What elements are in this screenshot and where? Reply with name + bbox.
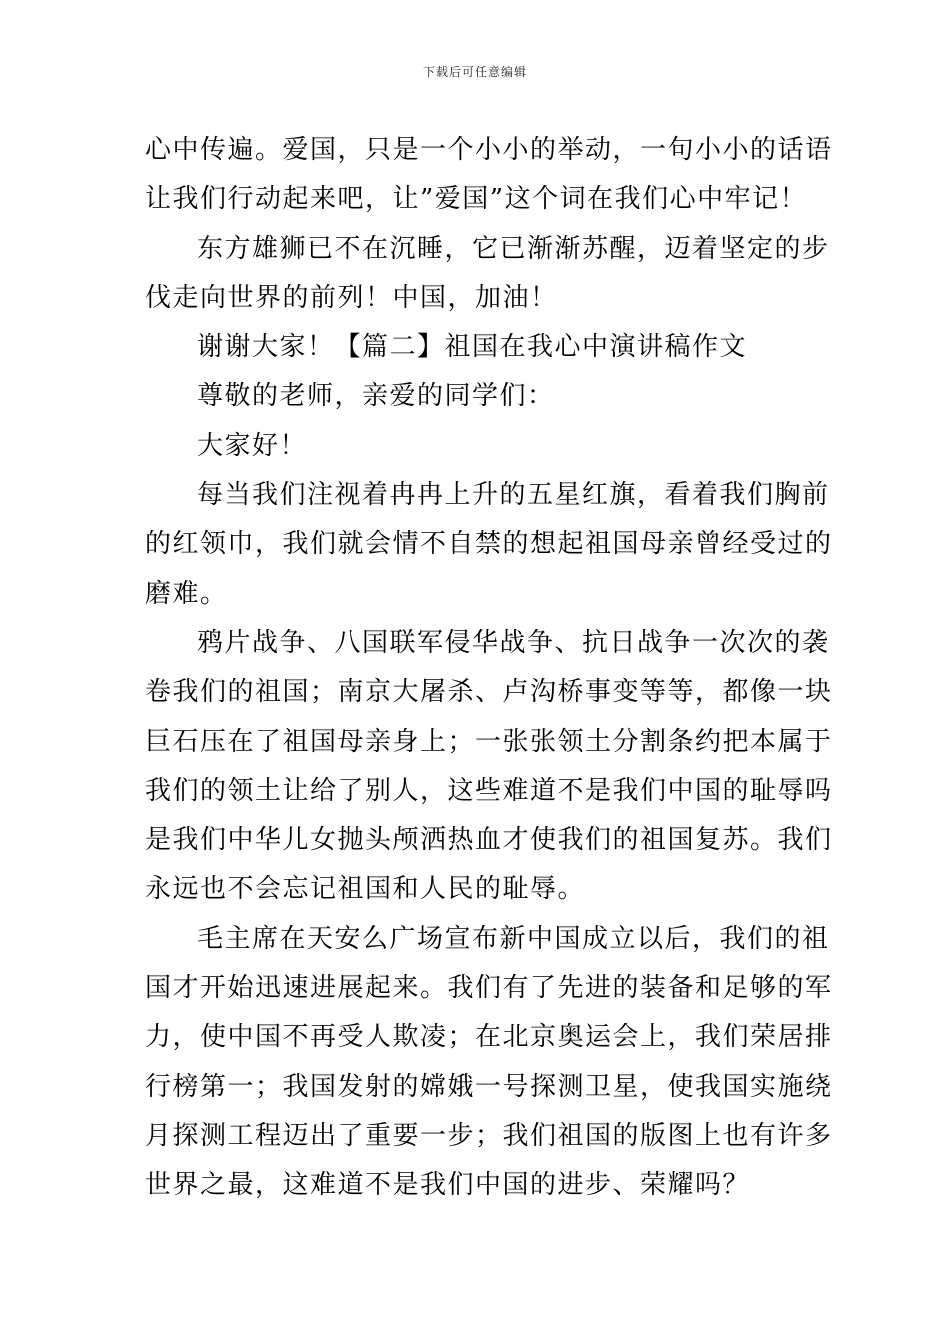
- text-line: 卷我们的祖国；南京大屠杀、卢沟桥事变等等，都像一块: [145, 677, 833, 708]
- text-line: 谢谢大家！【篇二】祖国在我心中演讲稿作文: [197, 332, 748, 363]
- text-line: 磨难。: [145, 578, 228, 609]
- text-line: 国才开始迅速进展起来。我们有了先进的装备和足够的军: [145, 973, 833, 1004]
- text-line: 伐走向世界的前列！中国，加油！: [145, 282, 558, 313]
- text-line: 行榜第一；我国发射的嫦娥一号探测卫星，使我国实施绕: [145, 1071, 833, 1102]
- text-line: 我们的领土让给了别人，这些难道不是我们中国的耻辱吗: [145, 775, 833, 806]
- text-line: 心中传遍。爱国，只是一个小小的举动，一句小小的话语: [145, 135, 833, 165]
- text-line: 尊敬的老师，亲爱的同学们：: [197, 381, 555, 412]
- text-line: 毛主席在天安么广场宣布新中国成立以后，我们的祖: [197, 923, 830, 954]
- page-header: 下载后可任意编辑: [422, 65, 527, 79]
- text-line: 世界之最，这难道不是我们中国的进步、荣耀吗？: [145, 1170, 751, 1201]
- text-line: 月探测工程迈出了重要一步；我们祖国的版图上也有许多: [145, 1120, 833, 1151]
- text-line: 东方雄狮已不在沉睡，它已渐渐苏醒，迈着坚定的步: [197, 233, 830, 264]
- text-line: 是我们中华儿女抛头颅洒热血才使我们的祖国复苏。我们: [145, 825, 833, 856]
- text-line: 每当我们注视着冉冉上升的五星红旗，看着我们胸前: [197, 480, 830, 511]
- text-line: 让我们行动起来吧，让”爱国”这个词在我们心中牢记！: [145, 184, 808, 215]
- text-line: 鸦片战争、八国联军侵华战争、抗日战争一次次的袭: [197, 627, 830, 658]
- text-line: 巨石压在了祖国母亲身上；一张张领土分割条约把本属于: [145, 726, 833, 757]
- text-line: 力，使中国不再受人欺凌；在北京奥运会上，我们荣居排: [145, 1022, 833, 1053]
- text-line: 永远也不会忘记祖国和人民的耻辱。: [145, 874, 586, 905]
- text-line: 的红领巾，我们就会情不自禁的想起祖国母亲曾经受过的: [145, 529, 833, 560]
- document-body: [145, 126, 833, 1211]
- text-line: 大家好！: [197, 430, 308, 461]
